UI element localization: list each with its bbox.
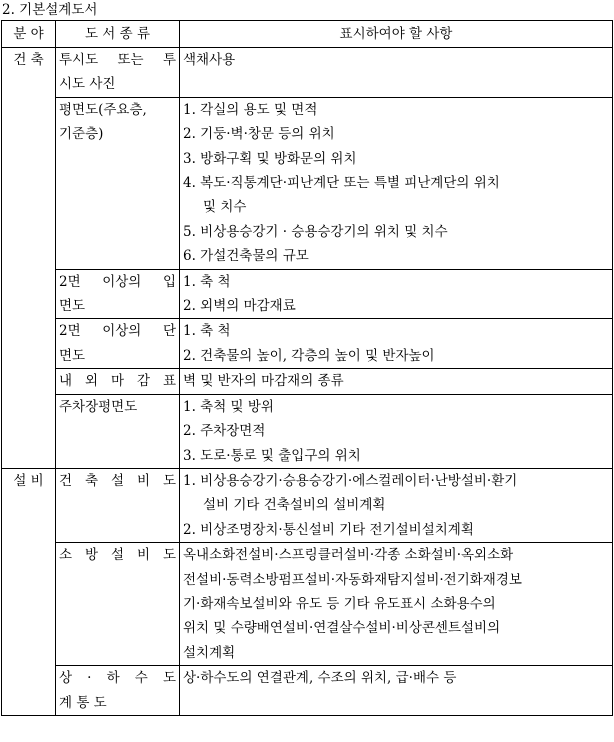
content-line: 상·하수도의 연결관계, 수조의 위치, 급·배수 등 [183,670,457,687]
drawing-type-cell [56,97,180,269]
drawing-type-line: 평면도(주요층, [59,101,147,118]
drawing-type-line: 주차장평면도 [59,398,138,415]
content-line: 설치계획 [183,644,236,661]
content-cell [180,666,613,716]
content-cell [180,468,613,542]
category-architecture: 건 축 [2,48,56,469]
content-cell [180,543,613,666]
content-cell [180,394,613,468]
content-line: 기·화재속보설비와 유도 등 기타 유도표시 소화용수의 [183,595,496,612]
content-line: 1. 축 척 [183,323,231,340]
content-line: 옥내소화전설비·스프링클러설비·각종 소화설비·옥외소화 [183,547,514,564]
content-cell [180,369,613,394]
drawing-type-cell [56,666,180,716]
content-line: 2. 건축물의 높이, 각층의 높이 및 반자높이 [183,347,435,364]
content-cell [180,48,613,98]
drawing-type-cell [56,269,180,319]
drawing-type-line: 소 방 설 비 도 [59,547,176,564]
content-line: 2. 기둥·벽·창문 등의 위치 [183,126,335,143]
table-row [2,269,613,319]
drawing-type-line: 기준층) [59,126,104,143]
content-cell [180,97,613,269]
content-line: 3. 방화구획 및 방화문의 위치 [183,150,357,167]
drawing-type-line: 투시도 또는 투 [59,52,176,68]
drawing-type-cell [56,48,180,98]
header-drawing-type: 도 서 종 류 [56,21,180,48]
drawing-type-line: 건 축 설 비 도 [59,472,176,489]
drawing-type-line: 2면 이상의 입 [59,273,176,290]
content-cell [180,269,613,319]
content-line: 및 치수 [203,199,247,216]
header-category: 분 야 [2,21,56,48]
content-line: 설비 기타 건축설비의 설비계획 [203,497,386,514]
table-row [2,543,613,666]
drawing-type-line: 면도 [59,347,86,364]
table-row [2,666,613,716]
content-line: 2. 비상조명장치·통신설비 기타 전기설비설치계획 [183,521,474,538]
content-line: 1. 축 척 [183,273,231,290]
drawing-type-cell [56,369,180,394]
content-line: 1. 각실의 용도 및 면적 [183,101,318,118]
drawing-type-cell [56,468,180,542]
table-row [2,97,613,269]
drawing-type-line: 상 · 하 수 도 [59,670,176,687]
table-row [2,468,613,542]
drawing-type-cell [56,394,180,468]
drawing-type-line: 2면 이상의 단 [59,323,176,340]
drawing-type-line: 계 통 도 [59,694,107,711]
content-line: 색채사용 [183,52,236,68]
header-row [2,21,613,48]
content-cell [180,319,613,369]
content-line: 벽 및 반자의 마감재의 종류 [183,373,344,390]
content-line: 2. 외벽의 마감재료 [183,298,296,315]
content-line: 3. 도로·통로 및 출입구의 위치 [183,447,361,464]
table-row [2,319,613,369]
document-title: 2. 기본설계도서 [2,2,98,18]
content-line: 전설비·동력소방펌프설비·자동화재탐지설비·전기화재경보 [183,571,522,588]
content-line: 6. 가설건축물의 규모 [183,248,309,265]
drawing-type-line: 내 외 마 감 표 [59,373,176,390]
drawing-type-cell [56,319,180,369]
drawing-type-cell [56,543,180,666]
content-line: 5. 비상용승강기 · 승용승강기의 위치 및 치수 [183,223,448,240]
drawing-type-line: 면도 [59,298,86,315]
content-line: 2. 주차장면적 [183,423,266,440]
category-equipment: 설 비 [2,468,56,715]
content-line: 4. 복도·직통계단·피난계단 또는 특별 피난계단의 위치 [183,175,500,192]
content-line: 1. 축척 및 방위 [183,398,274,415]
design-documents-table [1,20,613,716]
drawing-type-line: 시도 사진 [59,76,116,93]
content-line: 위치 및 수량배연설비·연결살수설비·비상콘센트설비의 [183,620,501,637]
table-row [2,394,613,468]
content-line: 1. 비상용승강기·승용승강기·에스컬레이터·난방설비·환기 [183,472,518,489]
table-row [2,48,613,98]
header-content: 표시하여야 할 사항 [180,21,613,48]
table-row [2,369,613,394]
